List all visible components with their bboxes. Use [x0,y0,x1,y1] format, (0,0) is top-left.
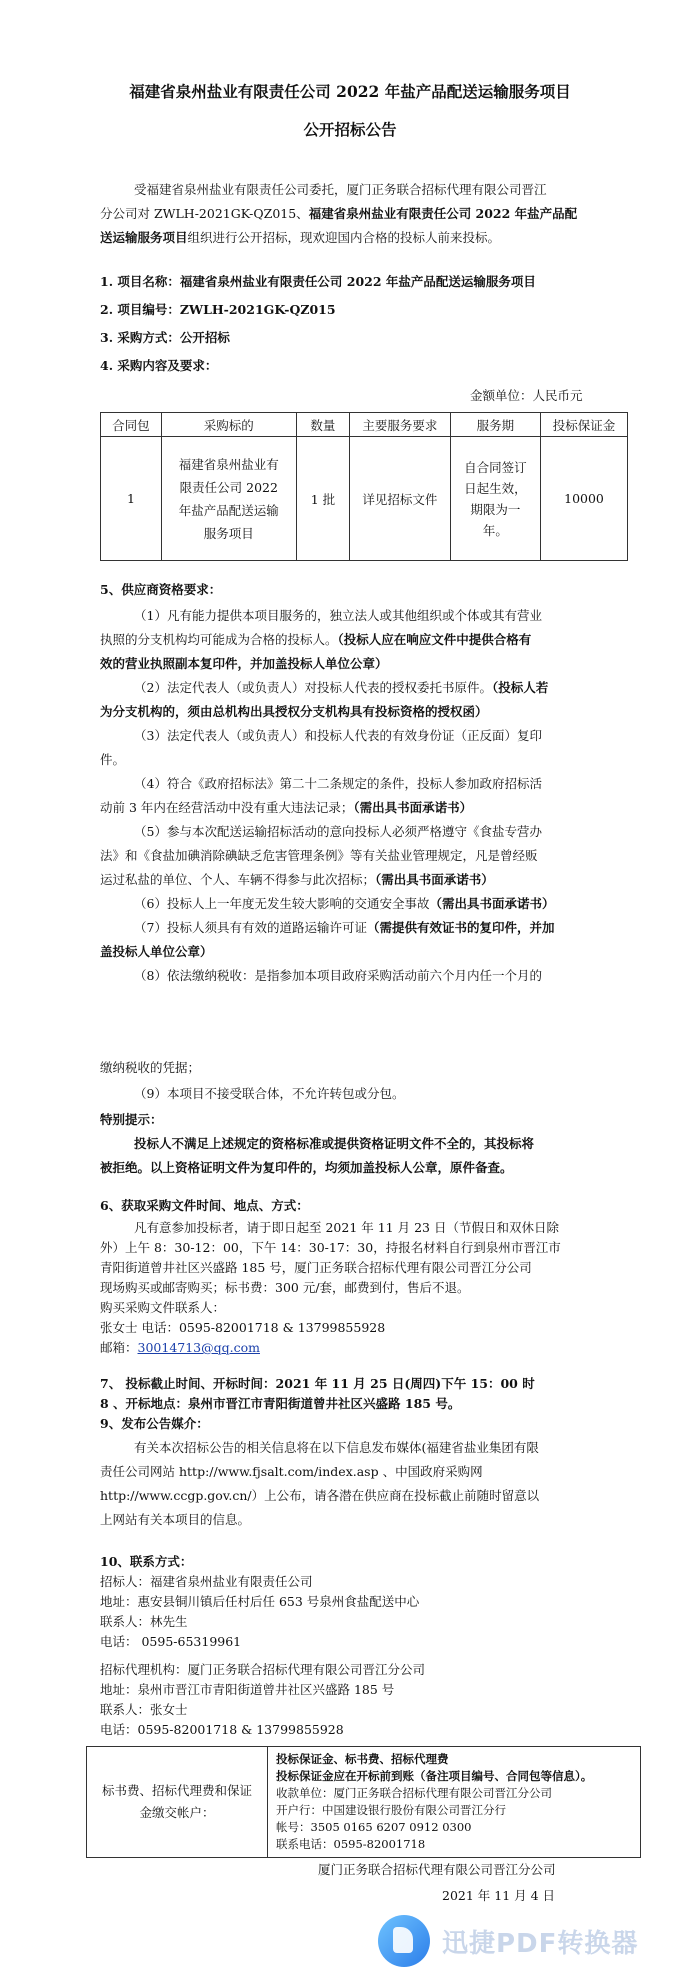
agency-contact [100,1660,640,1740]
watermark-text: 迅捷PDF转换器 [442,1928,639,1959]
bank-name: 开户行：中国建设银行股份有限公司晋江分行 [276,1803,506,1817]
intro-text: 组织进行公开招标，现欢迎国内合格的投标人前来投标。 [187,230,501,245]
watermark [378,1912,638,1970]
table-header: 合同包 [101,413,162,437]
intro-project-name-cont: 送运输服务项目 [100,230,188,245]
item-procurement-method: 3. 采购方式：公开招标 [100,330,230,345]
qual-4-line-1: （4）符合《政府招标法》第二十二条规定的条件，投标人参加政府招标活 [134,776,542,791]
agency-contact-person: 联系人：张女士 [100,1702,188,1717]
section-6-heading: 6、获取采购文件时间、地点、方式： [100,1198,309,1213]
intro-line-3 [100,226,500,250]
qual-5-line-1: （5）参与本次配送运输招标活动的意向投标人必须严格遵守《食盐专营办 [134,824,542,839]
title-line-1: 福建省泉州盐业有限责任公司 2022 年盐产品配送运输服务项目 [129,82,571,101]
tenderer-contact-person: 联系人：林先生 [100,1614,188,1629]
bank-account-label: 标书费、招标代理费和保证金缴交帐户： [87,1747,268,1858]
item-procurement-content: 4. 采购内容及要求： [100,358,218,373]
table-header: 采购标的 [161,413,296,437]
procurement-table [100,412,628,561]
obtain-email-line [100,1338,640,1358]
table-cell-subject: 福建省泉州盐业有限责任公司 2022 年盐产品配送运输服务项目 [161,437,296,561]
qual-6-text: （6）投标人上一年度无发生较大影响的交通安全事故 [134,896,430,911]
qual-1-bold: （投标人应在响应文件中提供合格有 [337,632,532,647]
intro-code: 分公司对 ZWLH-2021GK-QZ015、 [100,206,309,221]
qual-7-line-2: 盖投标人单位公章） [100,944,213,959]
section-5-heading: 5、供应商资格要求： [100,582,222,597]
qual-2-text: （2）法定代表人（或负责人）对投标人代表的授权委托书原件。 [134,680,492,695]
table-header: 服务期 [450,413,540,437]
media-details [100,1436,640,1532]
qual-9-line: （9）本项目不接受联合体，不允许转包或分包。 [134,1086,405,1101]
bank-deposit-note: 投标保证金应在开标前到账（备注项目编号、合同包等信息）。 [276,1769,593,1783]
media-line-2: 责任公司网站 http://www.fjsalt.com/index.asp 、中国政府采购网 [100,1464,483,1479]
tenderer-phone: 电话： 0595-65319961 [100,1634,242,1649]
qual-6-line [100,892,640,916]
qual-2-line-1 [100,676,640,700]
qual-7-text: （7）投标人须具有有效的道路运输许可证 [134,920,367,935]
bank-payee: 收款单位：厦门正务联合招标代理有限公司晋江分公司 [276,1786,552,1800]
item-project-number: 2. 项目编号：ZWLH-2021GK-QZ015 [100,302,336,317]
special-notice-heading: 特别提示： [100,1112,163,1127]
bank-account-details [268,1747,641,1858]
deadline-line: 7、 投标截止时间、开标时间：2021 年 11 月 25 日(周四)下午 15：00 时 [100,1376,535,1391]
agency-name: 招标代理机构：厦门正务联合招标代理有限公司晋江分公司 [100,1662,426,1677]
intro-line-2 [100,202,577,226]
bank-account-table [86,1746,641,1858]
obtain-line-3: 青阳街道曾井社区兴盛路 185 号，厦门正务联合招标代理有限公司晋江分公司 [100,1260,532,1275]
qual-6-bold: （需出具书面承诺书） [429,896,555,911]
qual-2-bold: （投标人若 [491,680,549,695]
tenderer-contact [100,1572,640,1652]
table-header-row [101,413,628,437]
qual-1-text: 执照的分支机构均可能成为合格的投标人。 [100,632,338,647]
bank-fee-types: 投标保证金、标书费、招标代理费 [276,1752,449,1766]
qual-2-line-2: 为分支机构的，须由总机构出具授权分支机构具有投标资格的授权函） [100,704,488,719]
table-row [101,437,628,561]
bank-account-number: 帐号：3505 0165 6207 0912 0300 [276,1820,472,1834]
table-cell-deposit: 10000 [541,437,628,561]
converter-logo-icon [378,1915,430,1967]
obtain-contact-phone: 张女士 电话：0595-82001718 & 13799855928 [100,1320,386,1335]
table-cell-package: 1 [101,437,162,561]
qual-4-line-2 [100,796,640,820]
qual-1-line-2 [100,628,640,652]
item-project-name: 1. 项目名称：福建省泉州盐业有限责任公司 2022 年盐产品配送运输服务项目 [100,274,536,289]
email-label: 邮箱： [100,1340,138,1355]
qual-7-line-1 [100,916,640,940]
qual-7-bold: （需提供有效证书的复印件，并加 [366,920,555,935]
table-cell-period: 自合同签订日起生效，期限为一年。 [450,437,540,561]
email-link[interactable]: 30014713@qq.com [137,1340,260,1355]
table-header: 主要服务要求 [350,413,451,437]
special-notice-line-1: 投标人不满足上述规定的资格标准或提供资格证明文件不全的，其投标将 [134,1136,535,1151]
agency-phone: 电话：0595-82001718 & 13799855928 [100,1722,344,1737]
bank-contact-phone: 联系电话：0595-82001718 [276,1837,426,1851]
qual-8-line-2: 缴纳税收的凭据； [100,1060,201,1075]
media-heading: 9、发布公告媒介： [100,1416,209,1431]
obtain-details [100,1218,640,1358]
qual-5-line-3 [100,868,640,892]
obtain-line-1: 凡有意参加投标者，请于即日起至 2021 年 11 月 23 日（节假日和双休日除 [134,1220,559,1235]
intro-line-1: 受福建省泉州盐业有限责任公司委托，厦门正务联合招标代理有限公司晋江 [134,182,547,197]
obtain-line-4: 现场购买或邮寄购买；标书费：300 元/套，邮费到付，售后不退。 [100,1280,470,1295]
qual-5-bold: （需出具书面承诺书） [375,872,494,887]
tenderer-name: 招标人：福建省泉州盐业有限责任公司 [100,1574,313,1589]
amount-unit: 金额单位：人民币元 [470,388,583,403]
qual-3-line-1: （3）法定代表人（或负责人）和投标人代表的有效身份证（正反面）复印 [134,728,542,743]
signature-company: 厦门正务联合招标代理有限公司晋江分公司 [318,1862,556,1877]
tenderer-address: 地址：惠安县铜川镇后任村后任 653 号泉州食盐配送中心 [100,1594,420,1609]
table-cell-requirements: 详见招标文件 [350,437,451,561]
media-line-4: 上网站有关本项目的信息。 [100,1512,251,1527]
table-header: 投标保证金 [541,413,628,437]
media-line-3: http://www.ccgp.gov.cn/）上公布，请各潜在供应商在投标截止前随时留意以 [100,1488,540,1503]
table-row [87,1747,641,1858]
signature-date: 2021 年 11 月 4 日 [442,1888,556,1903]
qual-8-line-1: （8）依法缴纳税收：是指参加本项目政府采购活动前六个月内任一个月的 [134,968,542,983]
section-10-heading: 10、联系方式： [100,1554,193,1569]
qualification-list [100,604,640,988]
intro-project-name: 福建省泉州盐业有限责任公司 2022 年盐产品配 [308,206,578,221]
qual-5-line-2: 法》和《食盐加碘消除碘缺乏危害管理条例》等有关盐业管理规定，凡是曾经贩 [100,848,538,863]
media-line-1: 有关本次招标公告的相关信息将在以下信息发布媒体(福建省盐业集团有限 [134,1440,539,1455]
qual-1-line-1: （1）凡有能力提供本项目服务的，独立法人或其他组织或个体或其有营业 [134,608,542,623]
title-line-2: 公开招标公告 [303,120,397,139]
qual-4-bold: （需出具书面承诺书） [353,800,473,815]
obtain-line-5: 购买采购文件联系人： [100,1300,226,1315]
special-notice-line-2: 被拒绝。以上资格证明文件为复印件的，均须加盖投标人公章，原件备查。 [100,1160,513,1175]
agency-address: 地址：泉州市晋江市青阳街道曾井社区兴盛路 185 号 [100,1682,395,1697]
obtain-line-2: 外）上午 8：30-12：00，下午 14：30-17：30，持报名材料自行到泉州市晋江市 [100,1240,561,1255]
opening-location-line: 8 、开标地点：泉州市晋江市青阳街道曾井社区兴盛路 185 号。 [100,1396,461,1411]
qual-5-text: 运过私盐的单位、个人、车辆不得参与此次招标； [100,872,376,887]
qual-3-line-2: 件。 [100,752,126,767]
table-header: 数量 [296,413,349,437]
qual-1-line-3: 效的营业执照副本复印件，并加盖投标人单位公章） [100,656,388,671]
qual-4-text: 动前 3 年内在经营活动中没有重大违法记录； [100,800,354,815]
table-cell-quantity: 1 批 [296,437,349,561]
